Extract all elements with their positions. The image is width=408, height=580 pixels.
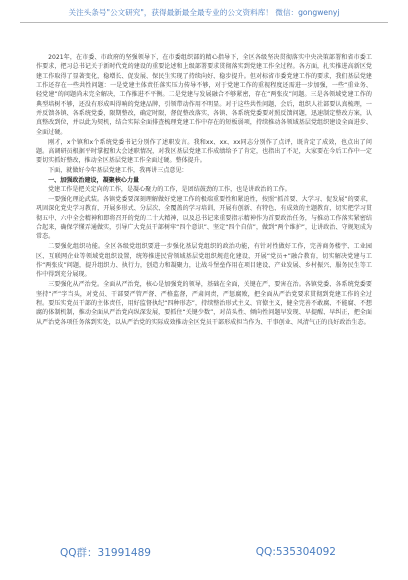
paragraph-6: 二要强化组织功能。全区各级党组织要进一步强化基层党组织的政治功能，有针对性做好工作，完善商务楼宇、工业园区、互联网企业等领域党组织设置，统筹推进民营领域基层党组织规范化建设，开展“党员+”融合教育，切实解决党建与工作“两张皮”问题，提升组织力、执行力，创造力和凝聚力，让战斗堡垒作用在项目建设、产业发展、乡村振兴、服务民生等工作中得到充分展现。: [36, 243, 372, 279]
footer-qq: QQ:535304092: [255, 546, 336, 558]
header-divider: [20, 22, 388, 23]
paragraph-7: 三要强化从严治党。全面从严治党，核心是加强党的领导，基础在全面，关键在严，要害在治。各镇党委、各系统党委要坚持“严”字当头，对党员、干部要严管严督、严格监督，严肃问责，严惩腐败，把全面从严治党要求贯彻到党建工作的全过程。要压实党员干部的主体责任，用好监督执纪“四种形态”，持续整治形式主义、官僚主义，健全完善不敢腐、不能腐、不想腐的体制机制，推动全面从严治党向纵深发展，要抓住“关键少数”，对苗头性、倾向性问题早发现、早提醒、早纠正，把全面从严治党各项任务落到实处，以从严治党的实际成效推动全区党员干部形成担当作为、干事创业、风清气正的良好政治生态。: [36, 281, 372, 326]
section-heading-1: [36, 176, 372, 185]
footer: [20, 542, 388, 562]
top-banner: 关注头条号"公文研究"，获得最新最全最专业的公文资料库！ 微信：gongwenyj: [68, 8, 340, 17]
section-heading-1-text: 一、加强政治建设，凝聚核心力量: [48, 176, 140, 184]
paragraph-5: 一要强化理论武装。各镇党委要深刻理解做好党建工作的极端重要性和紧迫性，按照“抓首要、大学习、促发展”的要求，巩固深化党史学习教育，开展多形式、分层次、全覆盖的学习培训，开展有创新、有特色、有成效的主题教育，切实把学习贯彻五中、六中全会精神和即将召开的党的二十大精神，以及总书记来重要指示精神作为首要政治任务，与推动工作落实紧密结合起来，确保学懂弄通做实，引导广大党员干部树牢“四个意识”、坚定“四个自信”，做到“两个维护”，让讲政治、守规矩成为常态。: [36, 195, 372, 241]
paragraph-2: 刚才，x个镇和x个系统党委书记分别作了述职发言。我和xx、xx、xx同志分别作了点评，既肯定了成效，也点出了问题。高调研员根据平时掌握和大会述职情况，对我区基层党建工作成绩给予了肯定，也指出了不足，大家要在今后工作中一定要切实抓好整改，推动全区基层党建工作全面过硬。整体提升。: [36, 138, 372, 165]
paragraph-1: 2021年，在市委、市政府的坚强领导下，在市委组织部的精心指导下，全区各级坚决贯彻落实中央决策部署和省市委工作要求，把习总书记关于新时代党的建设的重要论述和上级部署要求贯彻落实到党建工作全过程。各方面，扎实推进高新区党建工作取得了显著变化，稳增长、促发展、保民生实现了持续向好、稳步提升。但对标省市委党建工作的要求，我们基层党建工作还存在一些共性问题：一是党建主体责任落实压力传导不够，对于党建工作的重视程度还需进一步加强，一些“重业务、轻党建”的问题尚未完全解决，工作推进不平衡。二是党建与发展融合不够紧密，存在“两张皮”问题。三是各领域党建工作的典型培树不够，还没有形成叫得响的党建品牌，引领带动作用不明显。对于这些共性问题，会后，组织人社部要认真梳理，一并反馈各镇、各系统党委，限期整改，确定时限，督促整改落实，各镇、各系统党委要对照反馈问题，迅速制定整改方案，认真整改到位，并以此为契机，结合实际全面排查梳理党建工作中存在的短板弱项，持续推动各领域基层党组织建设全面进步、全面过硬。: [36, 54, 372, 136]
paragraph-4: 党建工作是把关定向的工作，是凝心聚力的工作，是团结鼓劲的工作，也是讲政治的工作。: [48, 186, 291, 193]
document-body: [36, 53, 372, 327]
footer-qq-group: QQ群：31991489: [60, 546, 151, 559]
paragraph-3: 下面，就做好今年基层党建工作，我再讲三点意见：: [48, 167, 188, 175]
